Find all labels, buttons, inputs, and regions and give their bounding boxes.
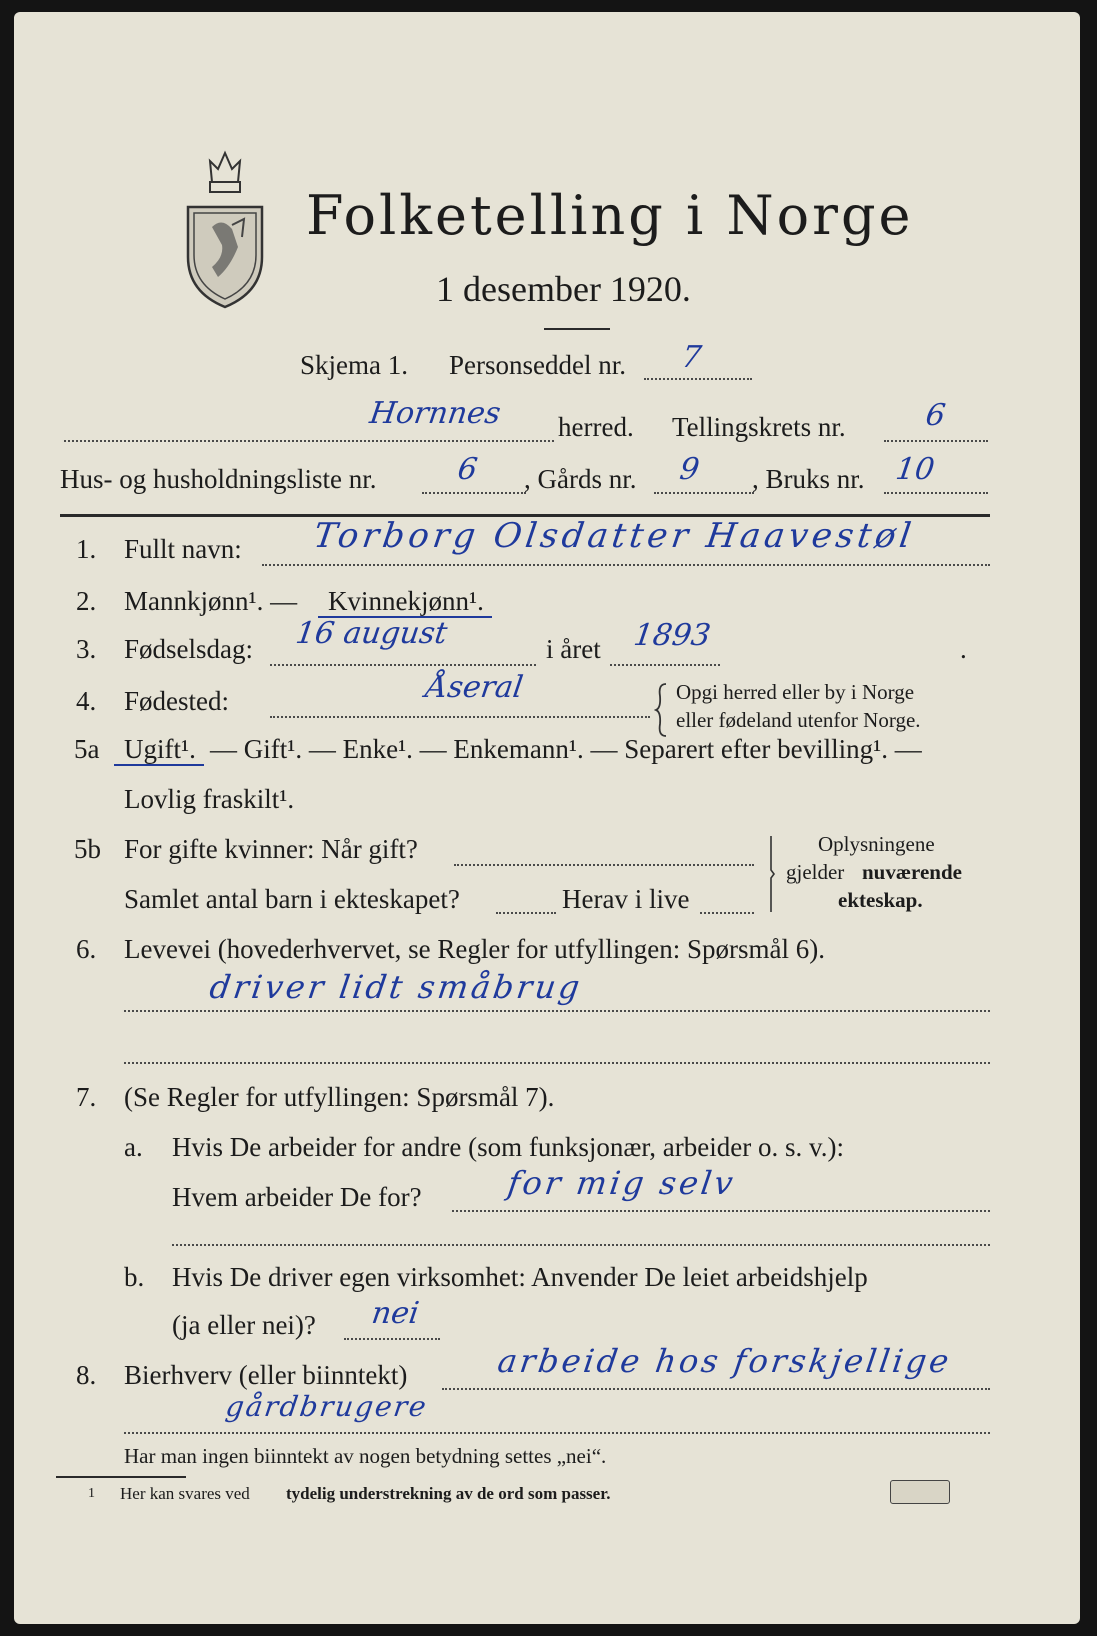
footnote-text-1: Her kan svares ved: [120, 1484, 250, 1503]
q3-year-label: i året: [546, 634, 601, 664]
q5b-field3: [700, 912, 754, 914]
q6-label: Levevei (hovederhvervet, se Regler for utfyllingen: Spørsmål 6).: [124, 934, 826, 964]
q5a-line2: Lovlig fraskilt¹.: [124, 784, 295, 814]
q1-field: [262, 564, 990, 566]
q5a-options: — Gift¹. — Enke¹. — Enkemann¹. — Separert efter bevilling¹. —: [210, 734, 922, 764]
q8-value2: gårdbrugere: [223, 1390, 431, 1423]
personseddel-value: 7: [679, 340, 704, 375]
q5b-note-line2a: gjelder: [786, 860, 845, 884]
q1-value: Torborg Olsdatter Haavestøl: [311, 516, 918, 556]
gards-label: , Gårds nr.: [524, 464, 637, 494]
personseddel-field: [644, 378, 752, 380]
q3-day-value: 16 august: [293, 616, 450, 651]
q1-label: Fullt navn:: [124, 534, 242, 564]
q5b-field1: [454, 864, 754, 866]
gards-field: [654, 492, 754, 494]
q7b-letter: b.: [124, 1262, 145, 1292]
q7a-line2: Hvem arbeider De for?: [172, 1182, 422, 1212]
q4-note-line1: Opgi herred eller by i Norge: [676, 680, 915, 704]
personseddel-label: Personseddel nr.: [449, 350, 626, 380]
q5b-line2: Samlet antal barn i ekteskapet?: [124, 884, 460, 914]
q5b-line1: For gifte kvinner: Når gift?: [124, 834, 418, 864]
q7-number: 7.: [76, 1082, 97, 1112]
tellingskrets-value: 6: [923, 398, 948, 433]
q5b-herav: Herav i live: [562, 884, 690, 914]
q4-value: Åseral: [423, 670, 526, 705]
q3-dot: .: [960, 634, 967, 664]
q3-label: Fødselsdag:: [124, 634, 254, 664]
husliste-field: [422, 492, 526, 494]
q7a-line1: Hvis De arbeider for andre (som funksjonær, arbeider o. s. v.):: [172, 1132, 844, 1162]
printer-stamp: [890, 1480, 950, 1504]
q6-value: driver lidt småbrug: [207, 968, 585, 1006]
q7a-field: [452, 1210, 990, 1212]
biinntekt-note: Har man ingen biinntekt av nogen betydning settes „nei“.: [124, 1444, 607, 1468]
bruks-value: 10: [893, 452, 937, 487]
q6-field1: [124, 1010, 990, 1012]
tellingskrets-label: Tellingskrets nr.: [672, 412, 846, 442]
footnote-divider: [56, 1476, 186, 1478]
q4-number: 4.: [76, 686, 97, 716]
q7b-line1: Hvis De driver egen virksomhet: Anvender De leiet arbeidshjelp: [172, 1262, 868, 1292]
husliste-value: 6: [455, 452, 480, 487]
q5b-number: 5b: [74, 834, 101, 864]
census-date: 1 desember 1920.: [436, 269, 691, 309]
footnote-text-2: tydelig understrekning av de ord som passer.: [286, 1484, 611, 1503]
husliste-label: Hus- og husholdningsliste nr.: [60, 464, 377, 494]
q7a-field2: [172, 1244, 990, 1246]
skjema-label: Skjema 1.: [300, 350, 408, 380]
q5b-field2: [496, 912, 556, 914]
form-title: Folketelling i Norge: [306, 184, 914, 247]
q8-number: 8.: [76, 1360, 97, 1390]
footnote-mark: 1: [88, 1486, 95, 1501]
q5b-note-line3: ekteskap.: [838, 888, 923, 912]
norwegian-coat-of-arms-icon: [182, 147, 268, 312]
census-form: [14, 12, 1080, 1624]
q7b-line2: (ja eller nei)?: [172, 1310, 316, 1340]
q8-value1: arbeide hos forskjellige: [495, 1342, 954, 1380]
q8-field1: [442, 1388, 990, 1390]
q4-note-line2: eller fødeland utenfor Norge.: [676, 708, 921, 732]
q5a-underline: [114, 764, 204, 766]
q8-field2: [124, 1432, 990, 1434]
herred-value: Hornnes: [367, 396, 503, 431]
q7b-field: [344, 1338, 440, 1340]
q5b-brace: [766, 834, 776, 914]
gards-value: 9: [677, 452, 702, 487]
bruks-field: [884, 492, 988, 494]
q4-label: Fødested:: [124, 686, 229, 716]
q3-number: 3.: [76, 634, 97, 664]
title-divider: [544, 328, 610, 330]
q5b-note-line1: Oplysningene: [818, 832, 935, 856]
q5b-note-line2b: nuværende: [862, 860, 962, 884]
q8-label: Bierhverv (eller biinntekt): [124, 1360, 408, 1390]
q2-mann: Mannkjønn¹. —: [124, 586, 298, 616]
q4-field: [270, 716, 650, 718]
q5a-number: 5a: [74, 734, 100, 764]
q5a-ugift: Ugift¹.: [124, 734, 196, 764]
q6-field2: [124, 1062, 990, 1064]
q3-year-value: 1893: [631, 618, 713, 653]
q3-year-field: [610, 664, 720, 666]
q2-number: 2.: [76, 586, 97, 616]
q4-brace: [654, 682, 668, 738]
q7a-letter: a.: [124, 1132, 143, 1162]
q7-label: (Se Regler for utfyllingen: Spørsmål 7).: [124, 1082, 555, 1112]
bruks-label: , Bruks nr.: [752, 464, 865, 494]
q7b-value: nei: [369, 1296, 422, 1331]
q7a-value: for mig selv: [505, 1164, 739, 1202]
q1-number: 1.: [76, 534, 97, 564]
tellingskrets-field: [884, 440, 988, 442]
herred-label: herred.: [558, 412, 634, 442]
q2-kvinne: Kvinnekjønn¹.: [328, 586, 484, 616]
herred-field: [64, 440, 554, 442]
q3-day-field: [270, 664, 536, 666]
q6-number: 6.: [76, 934, 97, 964]
